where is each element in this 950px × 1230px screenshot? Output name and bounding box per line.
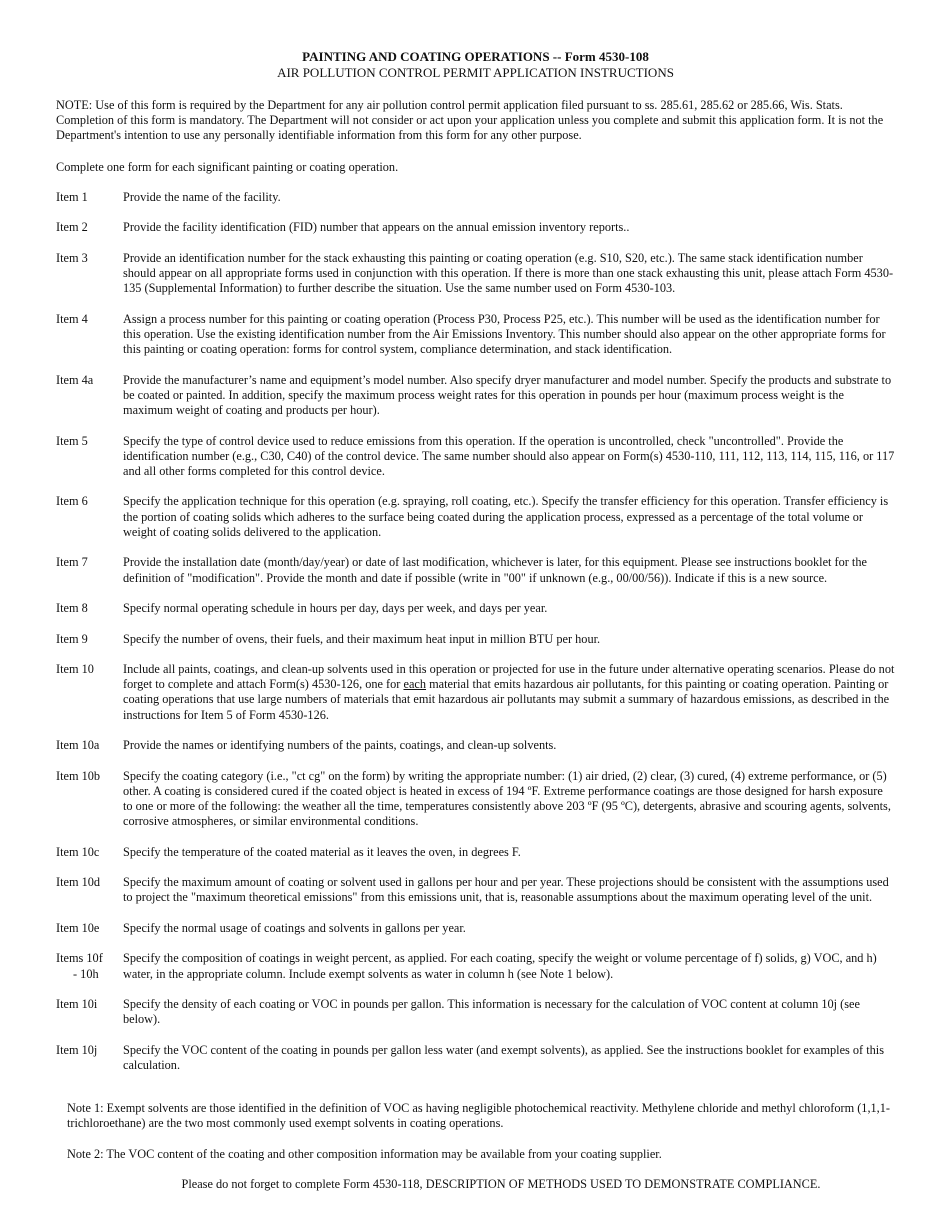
item-text: Provide the installation date (month/day/year) or date of last modification, whichever is later, for this equipment. Please see instructions booklet for the definition of "modification". Provide the month and date if possible (write in "00" if unknown (e.g., 00/00/56)). Indicate if this is a new source. — [123, 555, 867, 585]
item-text: Specify normal operating schedule in hours per day, days per week, and days per year. — [123, 601, 548, 616]
item-label: Item 5 — [56, 433, 88, 448]
item-text: Provide the names or identifying numbers of the paints, coatings, and clean-up solvents. — [123, 738, 557, 753]
item-text: Specify the normal usage of coatings and solvents in gallons per year. — [123, 920, 466, 935]
intro-text: Complete one form for each significant painting or coating operation. — [56, 159, 399, 174]
item-text-part: Include all paints, coatings, and clean-up solvents used in this operation or projected for use in the future under alternative operating scenarios. Please do not forget to complete and attach Form(s) 4530-126, one for — [123, 662, 895, 692]
list-item — [56, 951, 895, 981]
list-item — [56, 875, 895, 905]
list-item — [56, 373, 895, 419]
item-text: Specify the maximum amount of coating or solvent used in gallons per hour and per year. These projections should be consistent with the assumptions used to project the "maximum theoretical emissions" from this emissions unit, that is, reasonable assumptions about the maximum operating level of the unit. — [123, 875, 889, 905]
item-label: Item 10b — [56, 768, 101, 783]
list-item — [56, 190, 895, 205]
item-label: Item 8 — [56, 601, 88, 616]
footer-reminder: Please do not forget to complete Form 4530-118, DESCRIPTION OF METHODS USED TO DEMONSTRATE COMPLIANCE. — [181, 1177, 821, 1192]
list-item — [56, 251, 895, 297]
item-list — [56, 190, 895, 1073]
item-text: Specify the coating category (i.e., "ct cg" on the form) by writing the appropriate number: (1) air dried, (2) clear, (3) cured, (4) extreme performance, or (5) other. A coating is considered cured if the coated object is heated in excess of 194 ºF. Extreme performance coatings are those designed for harsh exposure to one or more of the following: the weather all the time, temperatures consistently above 203 ºF (95 ºC), detergents, abrasive and scouring agents, solvents, corrosive atmospheres, or similar environmental conditions. — [123, 768, 891, 829]
privacy-note: NOTE: Use of this form is required by the Department for any air pollution control permit application filed pursuant to ss. 285.61, 285.62 or 285.66, Wis. Stats. Completion of this form is mandatory. The Department will not consider or act upon your application unless you complete and submit this application form. It is not the Department's intention to use any personally identifiable information from this form for any other purpose. — [56, 98, 884, 143]
item-text: Provide the manufacturer’s name and equipment’s model number. Also specify dryer manufacturer and model number. Specify the products and substrate to be coated or painted. In addition, specify the maximum process weight rates for this operation in pounds per hour (maximum process weight is the maximum weight of coating and products per hour). — [123, 372, 892, 418]
item-label: Item 7 — [56, 555, 88, 570]
item-label: Item 10c — [56, 844, 100, 859]
item-text — [123, 662, 895, 723]
list-item — [56, 769, 895, 830]
list-item — [56, 494, 895, 540]
item-label: Item 10d — [56, 875, 101, 890]
item-text: Specify the composition of coatings in weight percent, as applied. For each coating, specify the weight or volume percentage of f) solids, g) VOC, and h) water, in the appropriate column. Include exempt solvents as water in column h (see Note 1 below). — [123, 951, 877, 981]
list-item — [56, 738, 895, 753]
item-text-part: material that emits hazardous air pollutants, for this painting or coating operation. Painting or coating operations that use large numbers of materials that emit hazardous air pollutants may submit a summary of hazardous emissions, as described in the instructions for Item 5 of Form 4530-126. — [123, 677, 890, 722]
notes-block — [56, 1101, 895, 1192]
list-item — [56, 1043, 895, 1073]
list-item — [56, 632, 895, 647]
item-label: Item 6 — [56, 494, 88, 509]
item-label: Item 9 — [56, 631, 88, 646]
item-label: Item 2 — [56, 220, 88, 235]
item-text-underline: each — [403, 677, 427, 692]
page-title: PAINTING AND COATING OPERATIONS -- Form 4530-108 — [302, 49, 649, 64]
item-text: Specify the number of ovens, their fuels, and their maximum heat input in million BTU per hour. — [123, 631, 601, 646]
item-label-line: - 10h — [73, 966, 99, 981]
list-item — [56, 921, 895, 936]
item-label: Item 1 — [56, 189, 88, 204]
item-label: Item 10j — [56, 1042, 98, 1057]
item-text: Specify the type of control device used to reduce emissions from this operation. If the operation is uncontrolled, check "uncontrolled". Provide the identification number (e.g., C30, C40) of the control device. The same number should also appear on Form(s) 4530-110, 111, 112, 113, 114, 115, 116, or 117 and all other forms completed for this control device. — [123, 433, 895, 478]
list-item — [56, 555, 895, 585]
item-text: Provide the name of the facility. — [123, 189, 281, 204]
item-text: Provide the facility identification (FID) number that appears on the annual emission inventory reports.. — [123, 220, 630, 235]
list-item — [56, 601, 895, 616]
list-item — [56, 312, 895, 358]
page-subtitle: AIR POLLUTION CONTROL PERMIT APPLICATION INSTRUCTIONS — [277, 65, 674, 80]
item-text: Specify the density of each coating or VOC in pounds per gallon. This information is necessary for the calculation of VOC content at column 10j (see below). — [123, 997, 860, 1027]
item-label: Item 3 — [56, 250, 88, 265]
item-label-line: Items 10f — [56, 951, 103, 966]
item-label: Item 4 — [56, 311, 88, 326]
item-text: Specify the VOC content of the coating in pounds per gallon less water (and exempt solvents), as applied. See the instructions booklet for examples of this calculation. — [123, 1042, 884, 1073]
item-text: Assign a process number for this painting or coating operation (Process P30, Process P25, etc.). This number will be used as the identification number for this operation. Use the existing identification number from the Air Emissions Inventory. This number should also appear on the other appropriate forms for this painting or coating operation: forms for control system, compliance determination, and stack identification. — [123, 311, 886, 357]
list-item — [56, 662, 895, 723]
list-item — [56, 434, 895, 480]
list-item — [56, 997, 895, 1027]
item-label: Item 10a — [56, 738, 100, 753]
note-2: Note 2: The VOC content of the coating and other composition information may be available from your coating supplier. — [67, 1146, 662, 1161]
item-label: Item 4a — [56, 372, 94, 387]
list-item — [56, 220, 895, 235]
item-text: Provide an identification number for the stack exhausting this painting or coating operation (e.g. S10, S20, etc.). The same stack identification number should appear on all appropriate forms used in conjunction with this operation. If there is more than one stack exhausting this unit, please attach Form 4530-135 (Supplemental Information) to further describe the situation. Use the same number used on Form 4530-103. — [123, 250, 894, 296]
item-label: Item 10e — [56, 920, 100, 935]
item-label — [56, 951, 123, 981]
item-label: Item 10 — [56, 662, 94, 677]
list-item — [56, 845, 895, 860]
item-text: Specify the temperature of the coated material as it leaves the oven, in degrees F. — [123, 844, 521, 859]
item-text: Specify the application technique for this operation (e.g. spraying, roll coating, etc.). Specify the transfer efficiency for this operation. Transfer efficiency is the portion of coating solids which adheres to the surface being coated during the application process, expressed as a percentage of the total volume or weight of coating solids delivered to the application. — [123, 494, 889, 539]
note-1: Note 1: Exempt solvents are those identified in the definition of VOC as having negligible photochemical reactivity. Methylene chloride and methyl chloroform (1,1,1-trichloroethane) are the two most commonly used exempt solvents in coating operations. — [67, 1101, 890, 1131]
item-label: Item 10i — [56, 997, 98, 1012]
